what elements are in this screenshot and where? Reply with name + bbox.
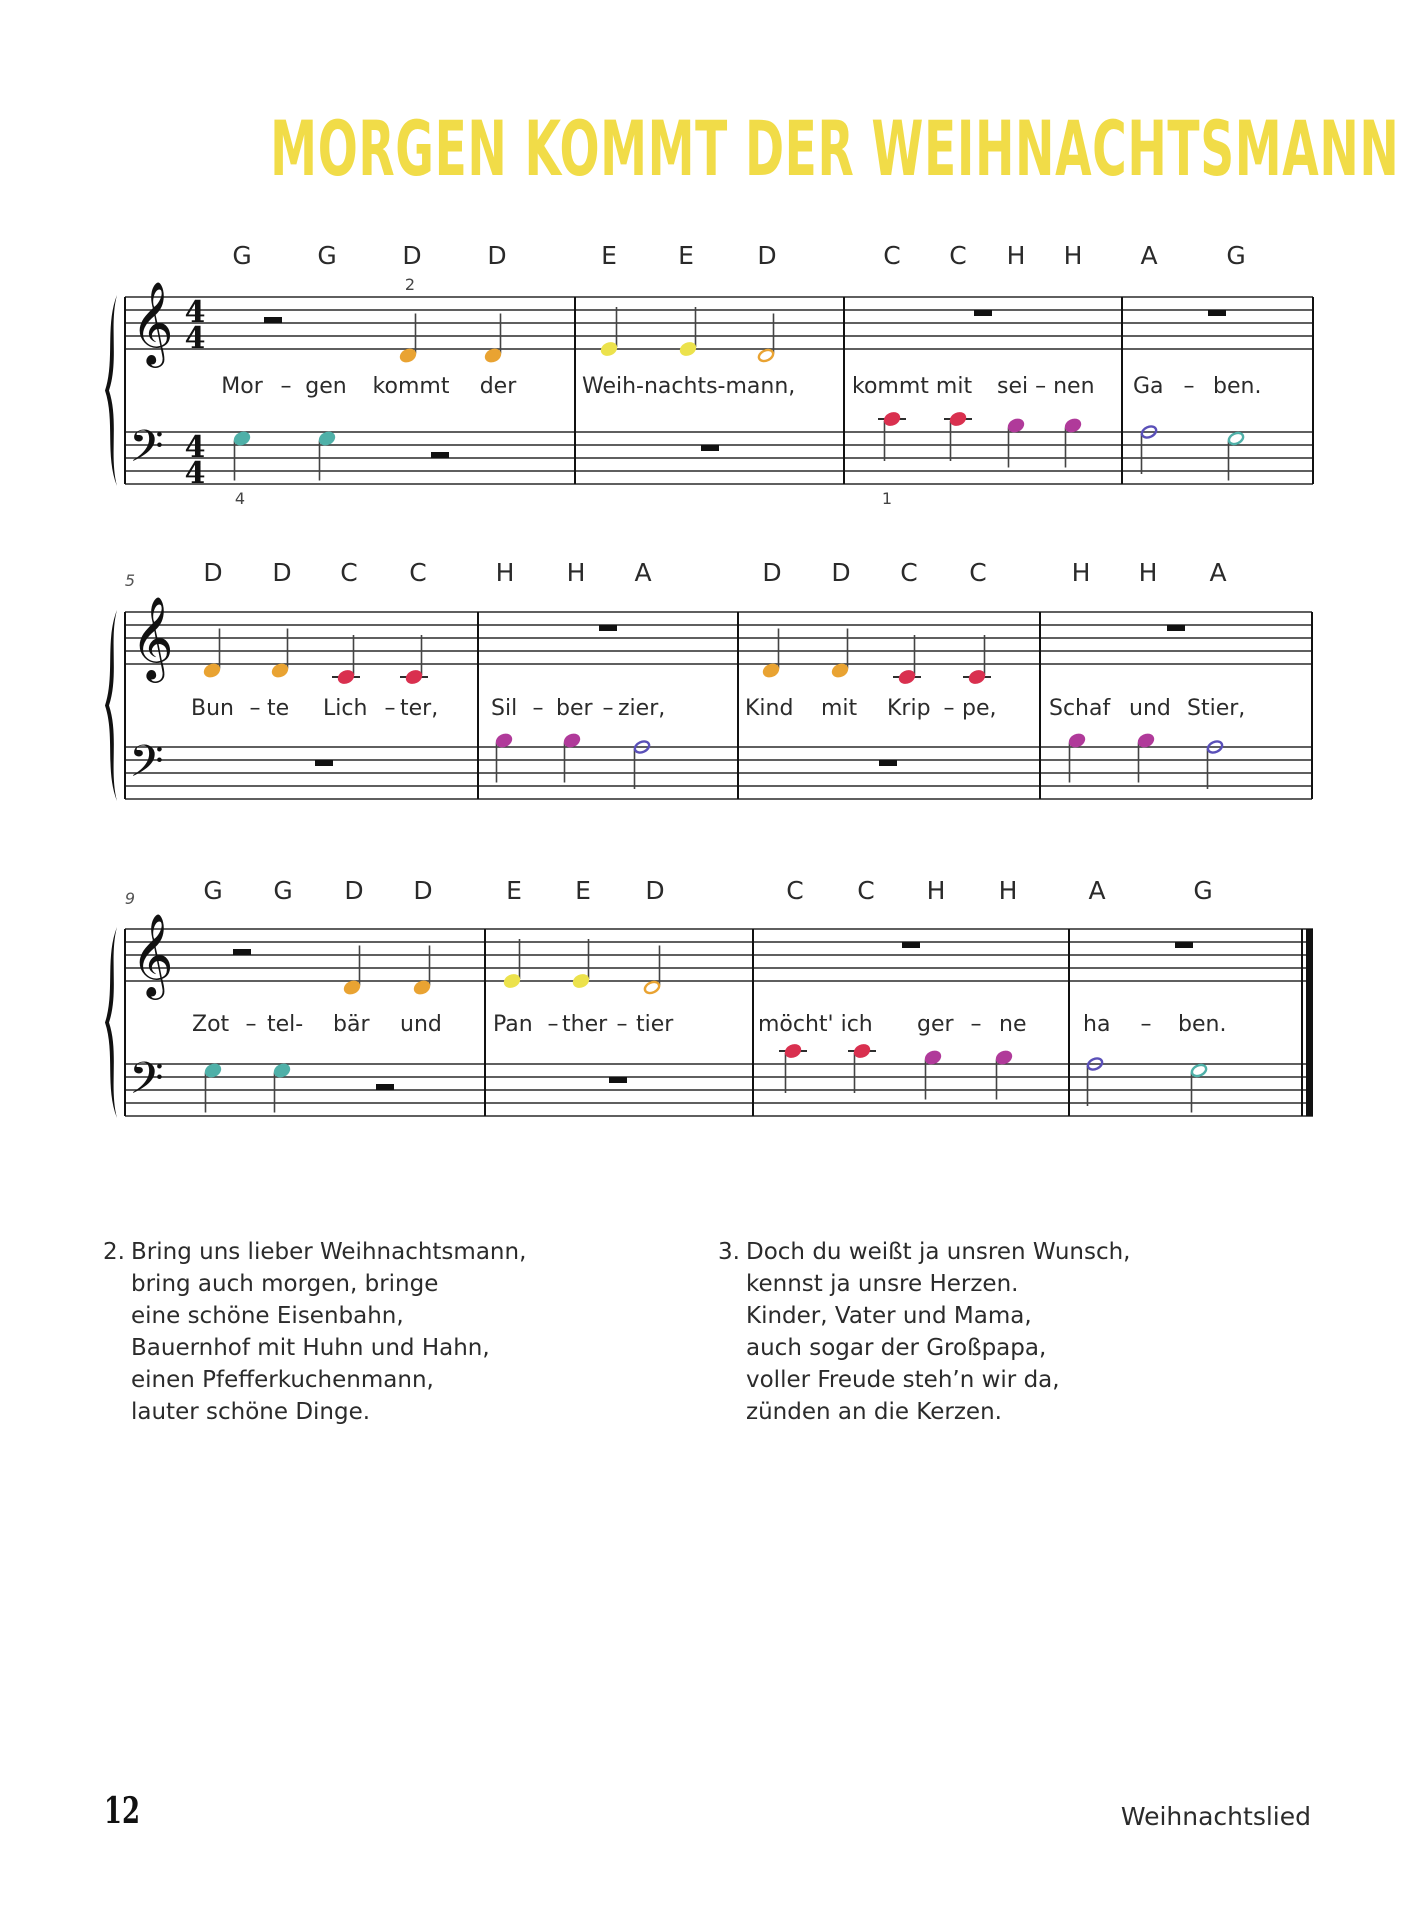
half-note-head [757,348,775,363]
note-d [342,946,363,997]
note-letter-label: E [575,876,591,905]
note-d [757,314,775,364]
verse-text: Doch du weißt ja unsren Wunsch, [746,1239,1131,1265]
note-letter-label: A [1140,241,1158,270]
measure-number: 5 [124,571,136,590]
lyric-syllable: mit [821,696,858,721]
note-d [398,314,419,365]
note-letter-label: G [273,876,293,905]
whole-rest-icon [974,310,992,316]
note-letter-label: C [883,241,901,270]
lyric-syllable: Krip [887,696,931,721]
lyric-syllable: möcht' ich [758,1012,873,1037]
note-e [599,307,620,358]
brace-icon [105,610,117,801]
note-d [412,946,433,997]
note-letter-label: D [344,876,364,905]
verse-line: eine schöne Eisenbahn, [131,1303,404,1329]
verse-line [103,1236,526,1268]
note-c [400,635,428,686]
time-signature-numerator: 4 [184,430,206,465]
verse-line: Bauernhof mit Huhn und Hahn, [131,1335,490,1361]
note-h [1136,731,1157,782]
note-letter-label: G [1193,876,1213,905]
fingering-number: 2 [404,275,416,294]
page-number: 12 [104,1790,141,1832]
brace-icon [105,927,117,1118]
lyric-syllable: Mor [221,374,263,399]
lyric-syllable: – [547,1012,559,1037]
lyric-syllable: – [1140,1012,1152,1037]
time-signature-numerator: 4 [184,295,206,330]
note-h [923,1048,944,1099]
lyric-syllable: – [602,696,614,721]
note-letter-label: C [786,876,804,905]
note-h [1067,731,1088,782]
fingering-number: 4 [234,489,246,508]
lyric-syllable: Bun [191,696,234,721]
final-barline [1306,929,1313,1116]
bass-clef-icon: 𝄢 [129,1052,164,1115]
lyric-syllable: – [280,374,292,399]
verse-line: kennst ja unsre Herzen. [746,1271,1019,1297]
note-letter-label: C [857,876,875,905]
note-c [963,635,991,686]
verse-line: bring auch morgen, bringe [131,1271,439,1297]
lyric-syllable: te [267,696,290,721]
lyric-syllable: ha [1083,1012,1111,1037]
time-signature-denominator: 4 [184,456,206,491]
lyric-syllable: gen [305,374,347,399]
note-letter-label: E [601,241,617,270]
whole-rest-icon [599,625,617,631]
note-g [1190,1063,1208,1113]
lyric-syllable: ben. [1178,1012,1227,1037]
note-e [678,307,699,358]
verse-line: voller Freude steh’n wir da, [746,1367,1060,1393]
verse-number: 2. [103,1239,125,1265]
lyric-syllable: – [249,696,261,721]
whole-rest-icon [879,760,897,766]
note-h [1006,416,1027,467]
lyric-syllable: ger [917,1012,954,1037]
verse-line [718,1236,1131,1268]
half-rest-icon [431,452,449,458]
note-d [202,629,223,680]
lyric-syllable: Schaf [1049,696,1111,721]
note-letter-label: D [487,241,507,270]
note-letter-label: A [1209,558,1227,587]
treble-clef-icon: 𝄞 [131,280,174,364]
note-letter-label: A [634,558,652,587]
time-signature-denominator: 4 [184,321,206,356]
note-letter-label: D [762,558,782,587]
note-g [317,429,338,480]
note-c [893,635,921,686]
note-e [571,939,592,990]
lyric-syllable: Kind [745,696,794,721]
treble-clef-icon: 𝄞 [131,595,174,679]
note-h [994,1048,1015,1099]
verse-3 [718,1236,1131,1428]
half-rest-icon [233,949,251,955]
lyric-syllable: pe, [962,696,997,721]
lyric-syllable: tel- [267,1012,304,1037]
note-d [830,629,851,680]
lyric-syllable: Sil [491,696,518,721]
note-letter-label: H [1071,558,1091,587]
music-system-1 [105,241,1313,508]
note-letter-label: G [203,876,223,905]
note-d [483,314,504,365]
half-note-head [1190,1063,1208,1078]
treble-clef-icon: 𝄞 [131,912,174,996]
note-c [779,1042,807,1093]
bass-clef-icon: 𝄢 [129,735,164,798]
music-system-2 [105,558,1312,801]
note-letter-label: H [926,876,946,905]
note-h [562,731,583,782]
verse-line: einen Pfefferkuchenmann, [131,1367,434,1393]
note-letter-label: G [317,241,337,270]
note-letter-label: H [1138,558,1158,587]
lyric-syllable: – [1183,374,1195,399]
lyric-syllable: Zot [192,1012,230,1037]
lyric-syllable: – [532,696,544,721]
note-letter-label: A [1088,876,1106,905]
lyric-syllable: bär [333,1012,370,1037]
lyric-syllable: zier, [618,696,666,721]
verse-line: zünden an die Kerzen. [746,1399,1002,1425]
note-g [232,429,253,480]
note-letter-label: D [645,876,665,905]
lyric-syllable: – [943,696,955,721]
lyric-syllable: Ga [1133,374,1164,399]
note-letter-label: D [413,876,433,905]
note-c [848,1042,876,1093]
lyric-syllable: und [400,1012,442,1037]
lyric-syllable: – [970,1012,982,1037]
verse-number: 3. [718,1239,740,1265]
whole-rest-icon [1208,310,1226,316]
lyric-syllable: Pan [493,1012,533,1037]
note-letter-label: C [340,558,358,587]
note-g [272,1061,293,1112]
note-letter-label: E [678,241,694,270]
lyric-syllable: ben. [1213,374,1262,399]
half-rest-icon [264,317,282,323]
lyric-syllable: tier [636,1012,674,1037]
verse-2 [103,1236,526,1428]
note-c [332,635,360,686]
note-letter-label: G [1226,241,1246,270]
note-letter-label: H [1063,241,1083,270]
whole-rest-icon [1175,942,1193,948]
brace-icon [105,295,117,486]
half-note-head [643,980,661,995]
lyric-syllable: – [616,1012,628,1037]
fingering-number: 1 [881,489,893,508]
lyric-syllable: ne [999,1012,1027,1037]
lyric-syllable: kommt [372,374,450,399]
whole-rest-icon [315,760,333,766]
note-letter-label: D [402,241,422,270]
lyric-syllable: Lich [323,696,368,721]
verse-line: auch sogar der Großpapa, [746,1335,1047,1361]
note-h [494,731,515,782]
note-letter-label: D [757,241,777,270]
half-rest-icon [376,1084,394,1090]
note-letter-label: C [409,558,427,587]
lyric-syllable: sei – nen [997,374,1095,399]
note-letter-label: E [506,876,522,905]
half-note-head [1227,431,1245,446]
note-letter-label: H [495,558,515,587]
note-letter-label: H [566,558,586,587]
music-system-3 [105,876,1313,1118]
note-letter-label: D [203,558,223,587]
bass-clef-icon: 𝄢 [129,420,164,483]
lyric-syllable: ber [556,696,593,721]
whole-rest-icon [609,1077,627,1083]
note-g [203,1061,224,1112]
song-title: MORGEN KOMMT DER WEIHNACHTSMANN [270,104,1400,193]
note-d [761,629,782,680]
note-letter-label: H [998,876,1018,905]
note-letter-label: D [272,558,292,587]
lyric-syllable: der [479,374,517,399]
note-d [643,946,661,996]
lyric-syllable: Weih-nachts-mann, [582,374,796,399]
category-label: Weihnachtslied [1120,1802,1311,1831]
note-letter-label: D [831,558,851,587]
note-d [270,629,291,680]
whole-rest-icon [902,942,920,948]
lyric-syllable: ter, [400,696,439,721]
verse-line: Kinder, Vater und Mama, [746,1303,1032,1329]
note-e [502,939,523,990]
verse-text: Bring uns lieber Weihnachtsmann, [131,1239,527,1265]
lyric-syllable: kommt mit [852,374,973,399]
note-letter-label: C [969,558,987,587]
note-letter-label: H [1006,241,1026,270]
lyric-syllable: – [245,1012,257,1037]
note-letter-label: C [900,558,918,587]
note-c [944,410,972,461]
measure-number: 9 [124,889,136,908]
lyric-syllable: ther [562,1012,608,1037]
lyric-syllable: und [1129,696,1171,721]
note-h [1063,416,1084,467]
note-letter-label: C [949,241,967,270]
note-letter-label: G [232,241,252,270]
lyric-syllable: Stier, [1187,696,1246,721]
note-c [878,410,906,461]
verse-line: lauter schöne Dinge. [131,1399,371,1425]
whole-rest-icon [701,445,719,451]
note-g [1227,431,1245,481]
whole-rest-icon [1167,625,1185,631]
lyric-syllable: – [384,696,396,721]
